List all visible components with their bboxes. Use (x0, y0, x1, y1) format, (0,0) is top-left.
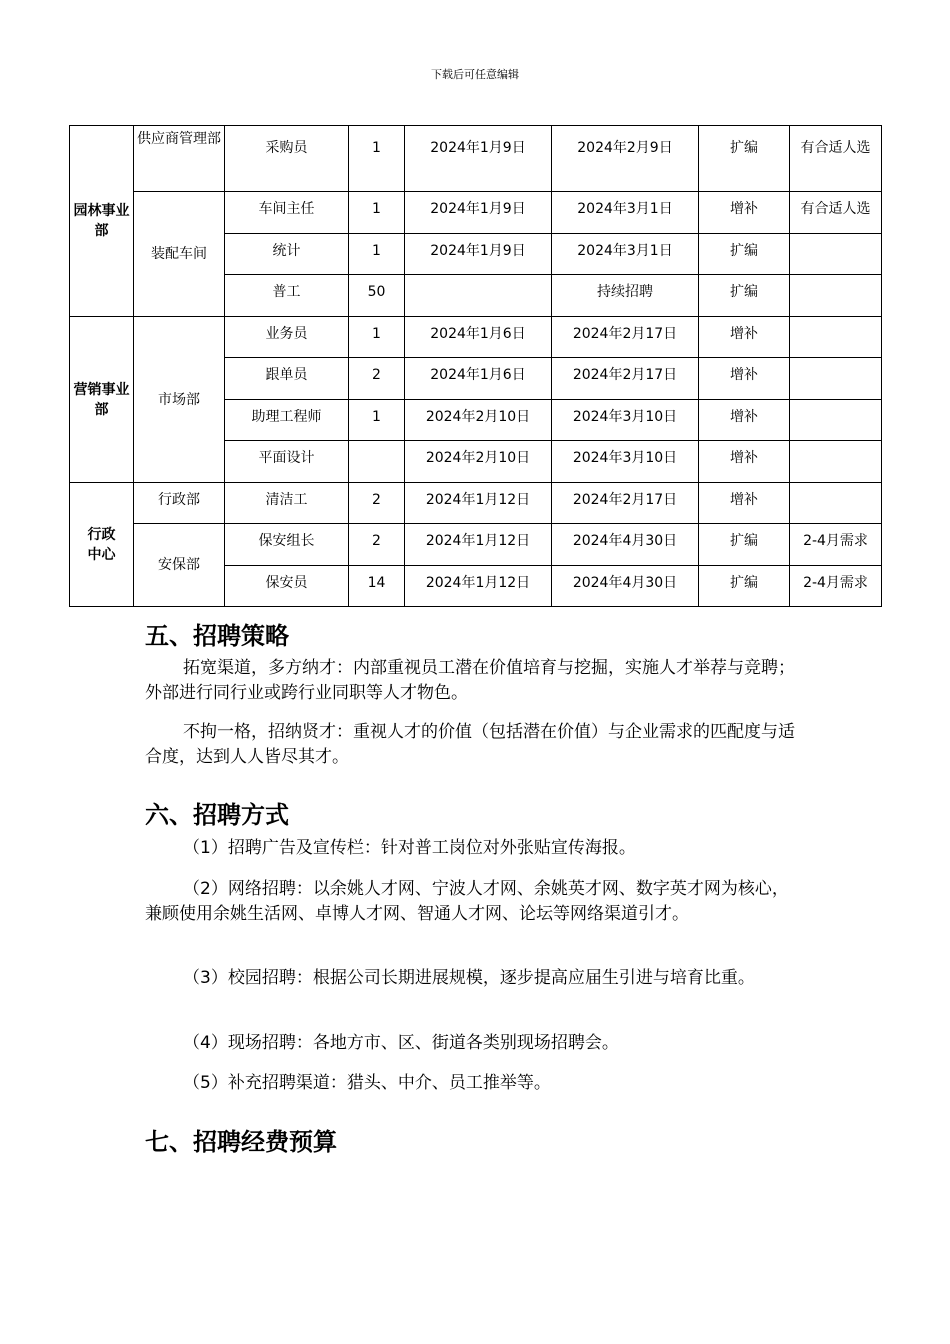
start-date-cell: 2024年1月12日 (405, 566, 552, 607)
type-cell: 增补 (699, 358, 790, 400)
type-cell: 增补 (699, 192, 790, 234)
subdept-cell: 装配车间 (134, 192, 225, 317)
table-row (70, 192, 882, 234)
end-date-cell: 2024年4月30日 (552, 524, 699, 566)
end-date-cell: 2024年3月10日 (552, 400, 699, 441)
end-date-cell: 2024年2月17日 (552, 358, 699, 400)
method-item: （3）校园招聘：根据公司长期进展规模，逐步提高应届生引进与培育比重。 (183, 968, 755, 988)
section-title-strategy: 五、招聘策略 (145, 622, 289, 650)
strategy-paragraph-2: 不拘一格，招纳贤才：重视人才的价值（包括潜在价值）与企业需求的匹配度与适合度，达到人人皆尽其才。 (145, 722, 795, 767)
note-cell (790, 358, 882, 400)
position-cell: 采购员 (225, 126, 349, 192)
position-cell: 统计 (225, 234, 349, 275)
count-cell: 2 (349, 524, 405, 566)
subdept-cell: 市场部 (134, 317, 225, 483)
count-cell: 1 (349, 400, 405, 441)
end-date-cell: 2024年2月17日 (552, 317, 699, 358)
type-cell: 扩编 (699, 126, 790, 192)
subdept-cell: 供应商管理部 (134, 126, 225, 192)
count-cell: 1 (349, 192, 405, 234)
start-date-cell: 2024年1月6日 (405, 358, 552, 400)
subdept-cell: 安保部 (134, 524, 225, 607)
dept-cell: 园林事业部 (70, 126, 134, 317)
subdept-cell: 行政部 (134, 483, 225, 524)
note-cell: 2-4月需求 (790, 566, 882, 607)
count-cell: 1 (349, 234, 405, 275)
note-cell (790, 441, 882, 483)
strategy-paragraph-1: 拓宽渠道，多方纳才：内部重视员工潜在价值培育与挖掘，实施人才举荐与竞聘；外部进行同行业或跨行业同职等人才物色。 (145, 658, 795, 703)
position-cell: 保安员 (225, 566, 349, 607)
table-row (70, 524, 882, 566)
dept-cell: 营销事业部 (70, 317, 134, 483)
start-date-cell: 2024年1月9日 (405, 234, 552, 275)
table-row (70, 317, 882, 358)
count-cell: 2 (349, 358, 405, 400)
start-date-cell: 2024年2月10日 (405, 400, 552, 441)
position-cell: 跟单员 (225, 358, 349, 400)
position-cell: 保安组长 (225, 524, 349, 566)
table-row (70, 483, 882, 524)
end-date-cell: 2024年3月1日 (552, 192, 699, 234)
type-cell: 增补 (699, 441, 790, 483)
count-cell: 14 (349, 566, 405, 607)
method-item: （1）招聘广告及宣传栏：针对普工岗位对外张贴宣传海报。 (183, 838, 636, 858)
method-item: （2）网络招聘：以余姚人才网、宁波人才网、余姚英才网、数字英才网为核心，兼顾使用余姚生活网、卓博人才网、智通人才网、论坛等网络渠道引才。 (145, 879, 789, 924)
note-cell (790, 317, 882, 358)
position-cell: 车间主任 (225, 192, 349, 234)
start-date-cell: 2024年1月12日 (405, 524, 552, 566)
end-date-cell: 2024年3月1日 (552, 234, 699, 275)
start-date-cell (405, 275, 552, 317)
note-cell (790, 483, 882, 524)
end-date-cell: 2024年2月17日 (552, 483, 699, 524)
page-header-note: 下载后可任意编辑 (431, 68, 519, 81)
section-title-budget: 七、招聘经费预算 (145, 1128, 337, 1156)
type-cell: 扩编 (699, 275, 790, 317)
type-cell: 增补 (699, 317, 790, 358)
type-cell: 扩编 (699, 524, 790, 566)
count-cell: 1 (349, 317, 405, 358)
note-cell (790, 234, 882, 275)
start-date-cell: 2024年1月6日 (405, 317, 552, 358)
note-cell: 有合适人选 (790, 192, 882, 234)
note-cell: 有合适人选 (790, 126, 882, 192)
position-cell: 普工 (225, 275, 349, 317)
position-cell: 清洁工 (225, 483, 349, 524)
dept-cell: 行政中心 (70, 483, 134, 607)
start-date-cell: 2024年1月12日 (405, 483, 552, 524)
count-cell: 50 (349, 275, 405, 317)
table-row (70, 126, 882, 192)
position-cell: 助理工程师 (225, 400, 349, 441)
section-title-methods: 六、招聘方式 (145, 801, 289, 829)
count-cell: 1 (349, 126, 405, 192)
end-date-cell: 持续招聘 (552, 275, 699, 317)
type-cell: 增补 (699, 400, 790, 441)
end-date-cell: 2024年3月10日 (552, 441, 699, 483)
start-date-cell: 2024年1月9日 (405, 192, 552, 234)
note-cell (790, 400, 882, 441)
start-date-cell: 2024年1月9日 (405, 126, 552, 192)
note-cell: 2-4月需求 (790, 524, 882, 566)
method-item: （5）补充招聘渠道：猎头、中介、员工推举等。 (183, 1073, 551, 1093)
method-item: （4）现场招聘：各地方市、区、街道各类别现场招聘会。 (183, 1033, 619, 1053)
recruitment-table (69, 125, 882, 607)
position-cell: 平面设计 (225, 441, 349, 483)
note-cell (790, 275, 882, 317)
count-cell: 2 (349, 483, 405, 524)
position-cell: 业务员 (225, 317, 349, 358)
end-date-cell: 2024年4月30日 (552, 566, 699, 607)
type-cell: 扩编 (699, 234, 790, 275)
end-date-cell: 2024年2月9日 (552, 126, 699, 192)
count-cell (349, 441, 405, 483)
type-cell: 增补 (699, 483, 790, 524)
start-date-cell: 2024年2月10日 (405, 441, 552, 483)
type-cell: 扩编 (699, 566, 790, 607)
